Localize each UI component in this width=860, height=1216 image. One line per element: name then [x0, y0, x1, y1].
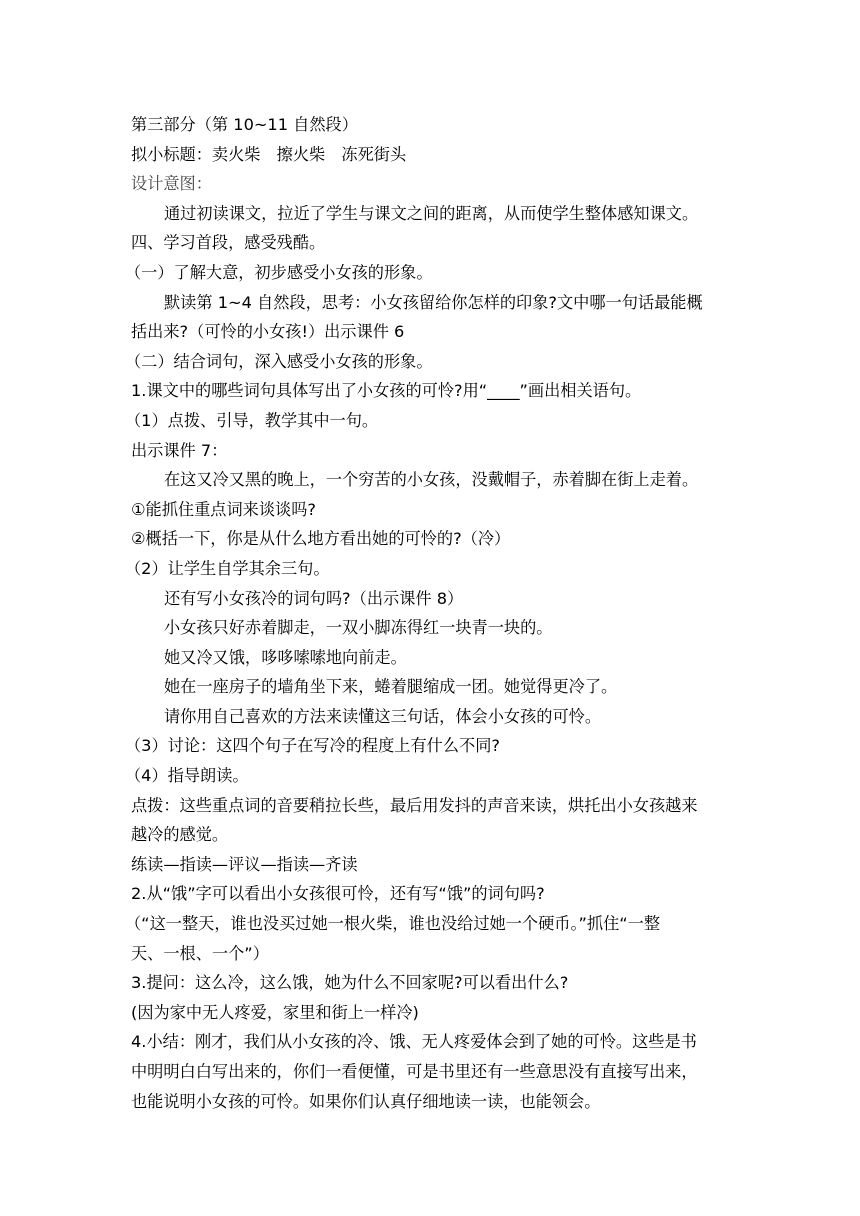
section-heading: 第三部分（第 10~11 自然段）: [131, 115, 358, 134]
numbered-item: 3.提问：这么冷，这么饿，她为什么不回家呢?可以看出什么?: [131, 973, 569, 993]
subsection-heading: （一）了解大意，初步感受小女孩的形象。: [125, 262, 433, 282]
sub-item: （1）点拨、引导，教学其中一句。: [125, 410, 379, 430]
paragraph-line: 越冷的感觉。: [131, 825, 229, 845]
sub-item: （3）讨论：这四个句子在写冷的程度上有什么不同?: [125, 736, 501, 756]
numbered-item: 1.课文中的哪些词句具体写出了小女孩的可怜?用“____”画出相关语句。: [131, 381, 642, 401]
paragraph-line: 括出来?（可怜的小女孩!）出示课件 6: [131, 322, 405, 342]
subsection-heading: （二）结合词句，深入感受小女孩的形象。: [125, 351, 433, 371]
quoted-sentence: 她又冷又饿，哆哆嗦嗦地向前走。: [164, 647, 407, 667]
numbered-item: 2.从“饿”字可以看出小女孩很可怜，还有写“饿”的词句吗?: [131, 884, 545, 904]
paragraph-line: 点拨：这些重点词的音要稍拉长些，最后用发抖的声音来读，烘托出小女孩越来: [131, 795, 698, 815]
question-line: ①能抓住重点词来谈谈吗?: [131, 499, 316, 519]
paragraph-line: 出示课件 7：: [131, 440, 228, 460]
quoted-sentence: 她在一座房子的墙角坐下来，蜷着腿缩成一团。她觉得更冷了。: [164, 677, 618, 697]
quoted-sentence: 在这又冷又黑的晚上，一个穷苦的小女孩，没戴帽子，赤着脚在街上走着。: [164, 470, 699, 490]
paragraph-line: 天、一根、一个”）: [131, 943, 269, 963]
paragraph-line: (因为家中无人疼爱，家里和街上一样冷): [131, 1002, 419, 1022]
paragraph-line: 中明明白白写出来的，你们一看便懂，可是书里还有一些意思没有直接写出来，: [131, 1062, 698, 1081]
numbered-item: 4.小结：刚才，我们从小女孩的冷、饿、无人疼爱体会到了她的可怜。这些是书: [131, 1032, 697, 1052]
paragraph-line: 默读第 1~4 自然段，思考：小女孩留给你怎样的印象?文中哪一句话最能概: [164, 292, 703, 312]
subtitle-line: 拟小标题：卖火柴 擦火柴 冻死街头: [131, 144, 407, 164]
section-heading: 四、学习首段，感受残酷。: [131, 233, 326, 253]
paragraph-line: 请你用自己喜欢的方法来读懂这三句话，体会小女孩的可怜。: [164, 706, 602, 726]
paragraph-line: （“这一整天，谁也没买过她一根火柴，谁也没给过她一个硬币。”抓住“一整: [125, 914, 661, 934]
paragraph-line: 还有写小女孩冷的词句吗?（出示课件 8）: [164, 588, 464, 608]
question-line: ②概括一下，你是从什么地方看出她的可怜的?（冷）: [131, 529, 511, 549]
paragraph-line: 也能说明小女孩的可怜。如果你们认真仔细地读一读，也能领会。: [131, 1091, 601, 1111]
quoted-sentence: 小女孩只好赤着脚走，一双小脚冻得红一块青一块的。: [164, 618, 553, 638]
design-intent-label: 设计意图：: [131, 174, 212, 194]
sub-item: （4）指导朗读。: [125, 766, 249, 786]
paragraph-line: 练读—指读—评议—指读—齐读: [131, 854, 358, 874]
sub-item: （2）让学生自学其余三句。: [125, 558, 330, 578]
paragraph-line: 通过初读课文，拉近了学生与课文之间的距离，从而使学生整体感知课文。: [164, 203, 699, 223]
document-body: [125, 110, 731, 1116]
